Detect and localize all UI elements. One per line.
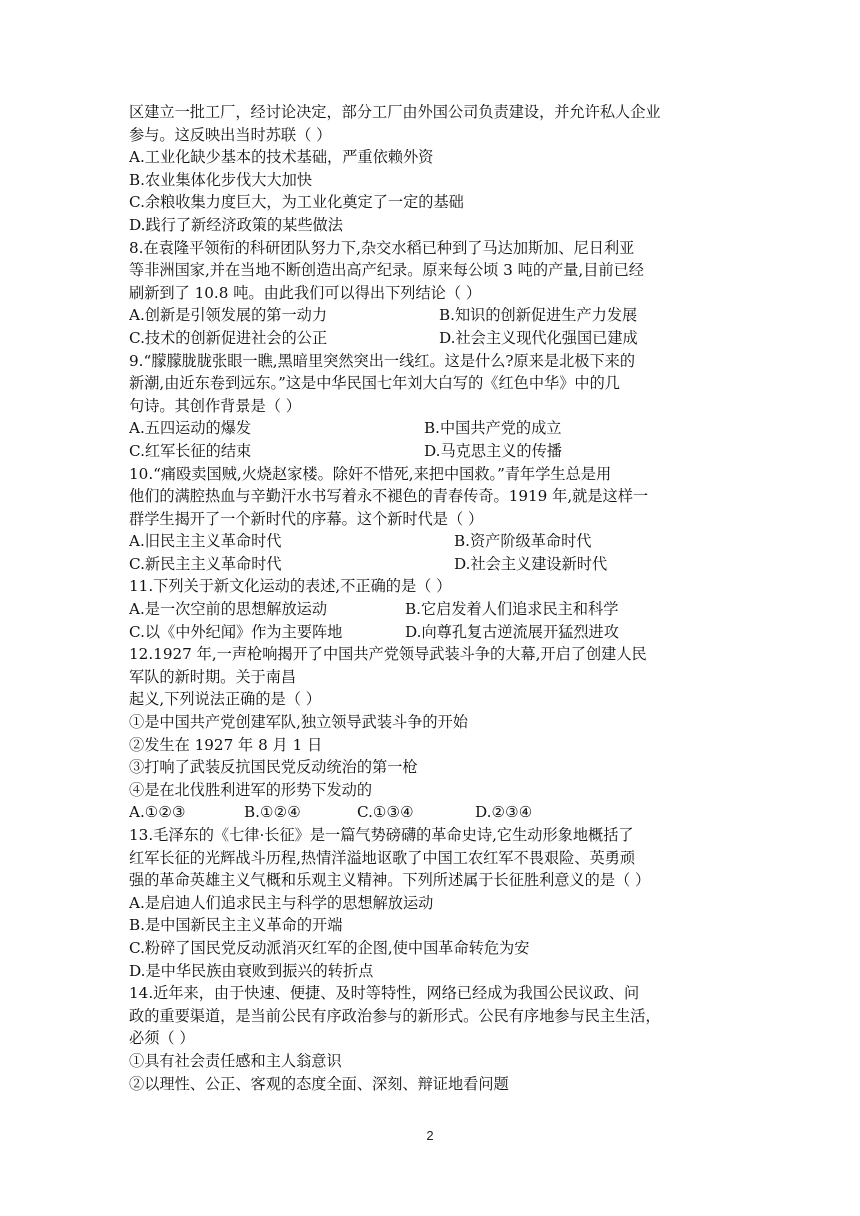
q12-option-b: B.①②④: [244, 803, 301, 822]
q9-option-b: B.中国共产党的成立: [424, 419, 562, 438]
q11-option-b: B.它启发着人们追求民主和科学: [405, 600, 619, 619]
q11-option-c: C.以《中外纪闻》作为主要阵地: [129, 622, 343, 641]
q8-option-a: A.创新是引领发展的第一动力: [129, 306, 328, 325]
question-12-line: 军队的新时期。关于南昌: [129, 667, 297, 686]
q11-options-row-1: [129, 598, 739, 621]
question-8-line: 等非洲国家,并在当地不断创造出高产纪录。原来每公顷 3 吨的产量,目前已经: [129, 261, 644, 280]
question-9-line: 句诗。其创作背景是（ ）: [129, 396, 301, 415]
q12-option-a: A.①②③: [129, 803, 186, 822]
option-line: A.工业化缺少基本的技术基础，严重依赖外资: [129, 148, 434, 167]
option-line: B.农业集体化步伐大大加快: [129, 170, 313, 189]
question-8-line: 刷新到了 10.8 吨。由此我们可以得出下列结论（ ）: [129, 283, 482, 302]
question-14-line: 政的重要渠道，是当前公民有序政治参与的新形式。公民有序地参与民主生活，: [129, 1006, 661, 1025]
question-13-line: 强的革命英雄主义气概和乐观主义精神。下列所述属于长征胜利意义的是（ ）: [129, 871, 651, 890]
q11-option-d: D.向尊孔复古逆流展开猛烈进攻: [405, 622, 619, 641]
q8-options-row-2: [129, 327, 739, 350]
q10-option-d: D.社会主义建设新时代: [454, 554, 608, 573]
q12-option-d: D.②③④: [475, 803, 533, 822]
q10-option-b: B.资产阶级革命时代: [454, 532, 592, 551]
question-14-line: 必须（ ）: [129, 1029, 195, 1048]
text-line: 区建立一批工厂，经讨论决定，部分工厂由外国公司负责建设，并允许私人企业: [129, 103, 661, 121]
q10-options-row-2: [129, 553, 739, 576]
q11-option-a: A.是一次空前的思想解放运动: [129, 600, 328, 619]
option-line: C.余粮收集力度巨大，为工业化奠定了一定的基础: [129, 193, 464, 212]
page-number: 2: [426, 1128, 434, 1143]
q8-option-d: D.社会主义现代化强国已建成: [439, 328, 638, 347]
question-8-line: 8.在袁隆平领衔的科研团队努力下,杂交水稻已种到了马达加斯加、尼日利亚: [129, 238, 635, 257]
q10-option-c: C.新民主主义革命时代: [129, 554, 282, 573]
q13-option-b: B.是中国新民主主义革命的开端: [129, 916, 343, 935]
question-10-line: 他们的满腔热血与辛勤汗水书写着永不褪色的青春传奇。1919 年,就是这样一: [129, 487, 649, 506]
question-10-line: 群学生揭开了一个新时代的序幕。这个新时代是（ ）: [129, 509, 484, 528]
question-12-statement: ③打响了武装反抗国民党反动统治的第一枪: [129, 758, 418, 777]
q10-options-row-1: [129, 530, 739, 553]
question-12-statement: ②发生在 1927 年 8 月 1 日: [129, 735, 323, 754]
q10-option-a: A.旧民主主义革命时代: [129, 532, 282, 551]
q13-option-c: C.粉碎了国民党反动派消灭红军的企图,使中国革命转危为安: [129, 938, 530, 957]
question-10-line: 10.“痛殴卖国贼,火烧赵家楼。除奸不惜死,来把中国救。”青年学生总是用: [129, 464, 612, 483]
question-9-line: 9.“朦朦胧胧张眼一瞧,黑暗里突然突出一线红。这是什么?原来是北极下来的: [129, 351, 636, 370]
q9-option-a: A.五四运动的爆发: [129, 419, 252, 438]
q13-option-d: D.是中华民族由衰败到振兴的转折点: [129, 961, 374, 980]
question-12-line: 12.1927 年,一声枪响揭开了中国共产党领导武装斗争的大幕,开启了创建人民: [129, 645, 647, 664]
question-12-statement: ④是在北伐胜利进军的形势下发动的: [129, 780, 372, 799]
question-9-line: 新潮,由近东卷到远东。”这是中华民国七年刘大白写的《红色中华》中的几: [129, 374, 620, 393]
q9-option-d: D.马克思主义的传播: [424, 441, 562, 460]
q9-options-row-2: [129, 440, 739, 463]
q8-options-row-1: [129, 304, 739, 327]
q12-options-row: [129, 801, 739, 824]
q11-options-row-2: [129, 621, 739, 644]
text-line: 参与。这反映出当时苏联（ ）: [129, 125, 332, 144]
q13-option-a: A.是启迪人们追求民主与科学的思想解放运动: [129, 893, 434, 912]
page-content: [129, 101, 739, 1095]
question-13-line: 红军长征的光辉战斗历程,热情洋溢地讴歌了中国工农红军不畏艰险、英勇顽: [129, 848, 636, 867]
q9-option-c: C.红军长征的结束: [129, 441, 252, 460]
question-11-stem: 11.下列关于新文化运动的表述,不正确的是（ ）: [129, 577, 452, 596]
question-14-statement: ①具有社会责任感和主人翁意识: [129, 1051, 342, 1070]
q12-option-c: C.①③④: [357, 803, 414, 822]
question-14-line: 14.近年来，由于快速、便捷、及时等特性，网络已经成为我国公民议政、问: [129, 984, 640, 1003]
option-line: D.践行了新经济政策的某些做法: [129, 215, 343, 234]
q8-option-b: B.知识的创新促进生产力发展: [439, 306, 638, 325]
question-13-line: 13.毛泽东的《七律·长征》是一篇气势磅礴的革命史诗,它生动形象地概括了: [129, 826, 634, 844]
question-14-statement: ②以理性、公正、客观的态度全面、深刻、辩证地看问题: [129, 1074, 509, 1093]
q8-option-c: C.技术的创新促进社会的公正: [129, 328, 328, 347]
question-12-statement: ①是中国共产党创建军队,独立领导武装斗争的开始: [129, 713, 468, 732]
question-12-line: 起义,下列说法正确的是（ ）: [129, 690, 321, 709]
q9-options-row-1: [129, 417, 739, 440]
